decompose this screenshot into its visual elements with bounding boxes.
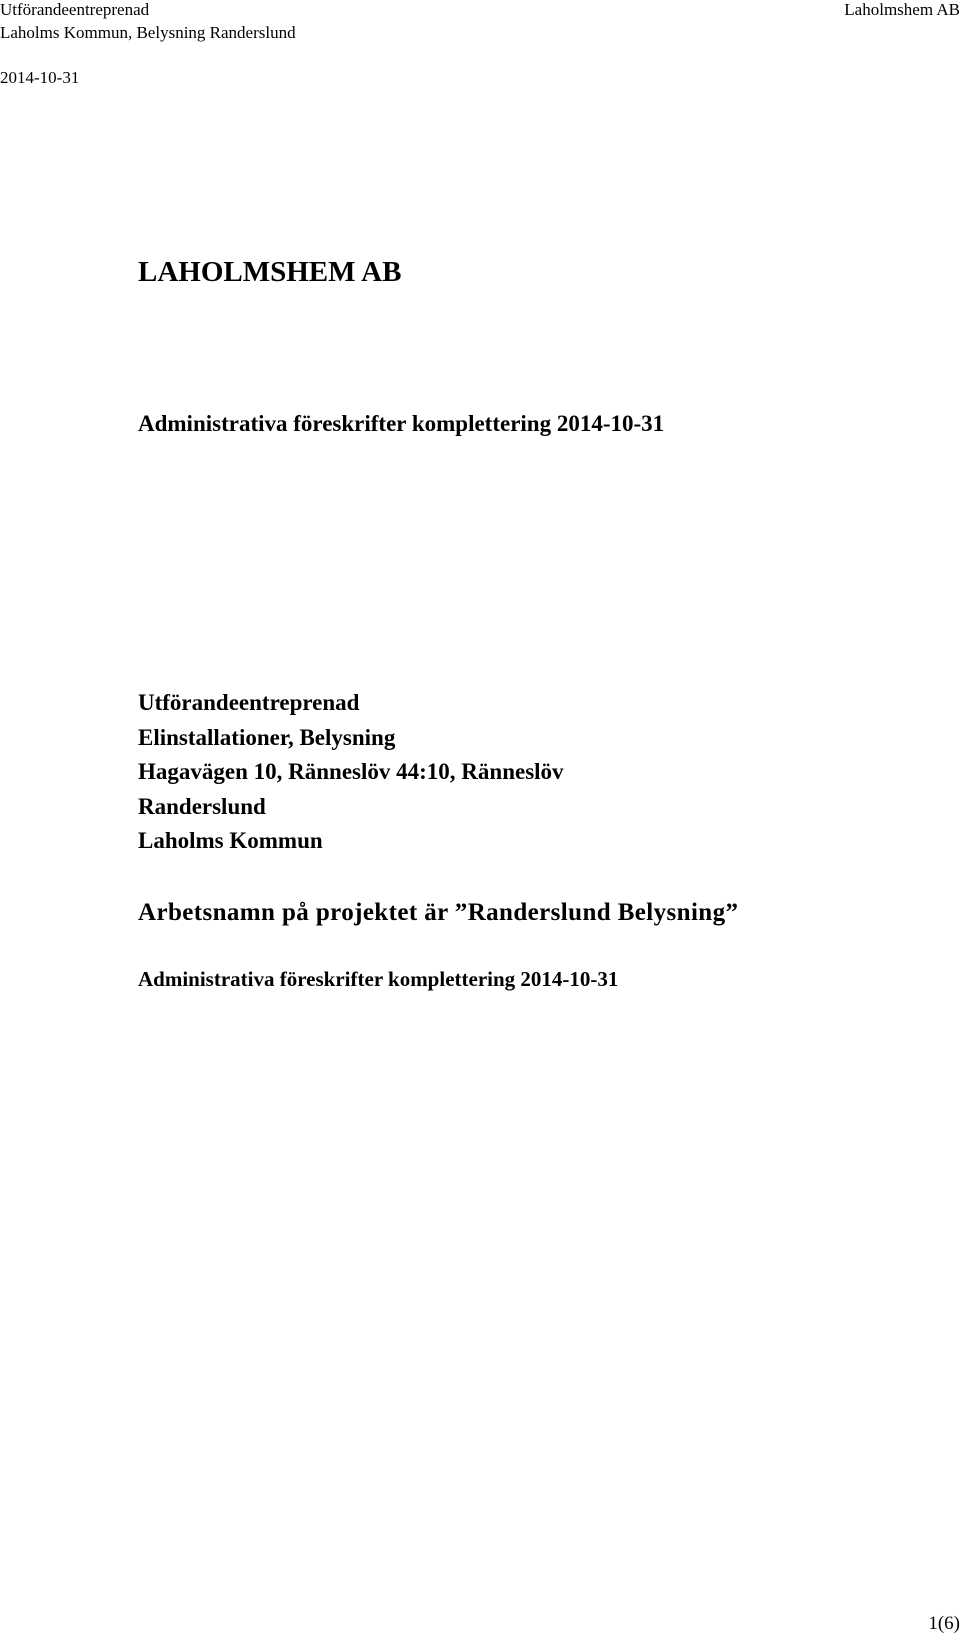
document-title: Administrativa föreskrifter komplettering 2014-10-31	[138, 411, 665, 436]
project-line-entreprise: Utförandeentreprenad	[138, 690, 360, 715]
project-line-area: Randerslund	[138, 793, 266, 819]
project-line-address: Hagavägen 10, Ränneslöv 44:10, Ränneslöv	[138, 759, 564, 785]
document-title-repeat: Administrativa föreskrifter komplettering 2014-10-31	[138, 967, 619, 991]
header-date: 2014-10-31	[0, 68, 80, 87]
project-line-municipality: Laholms Kommun	[138, 828, 323, 854]
company-name: LAHOLMSHEM AB	[138, 256, 402, 288]
page-number: 1(6)	[928, 1613, 960, 1634]
header-company: Laholmshem AB	[844, 0, 960, 19]
header-entreprise-type: Utförandeentreprenad	[0, 0, 150, 19]
project-block	[138, 686, 564, 859]
project-name-statement: Arbetsnamn på projektet är ”Randerslund Belysning”	[138, 899, 739, 926]
project-line-scope: Elinstallationer, Belysning	[138, 724, 396, 750]
header-project-name: Laholms Kommun, Belysning Randerslund	[0, 23, 296, 42]
